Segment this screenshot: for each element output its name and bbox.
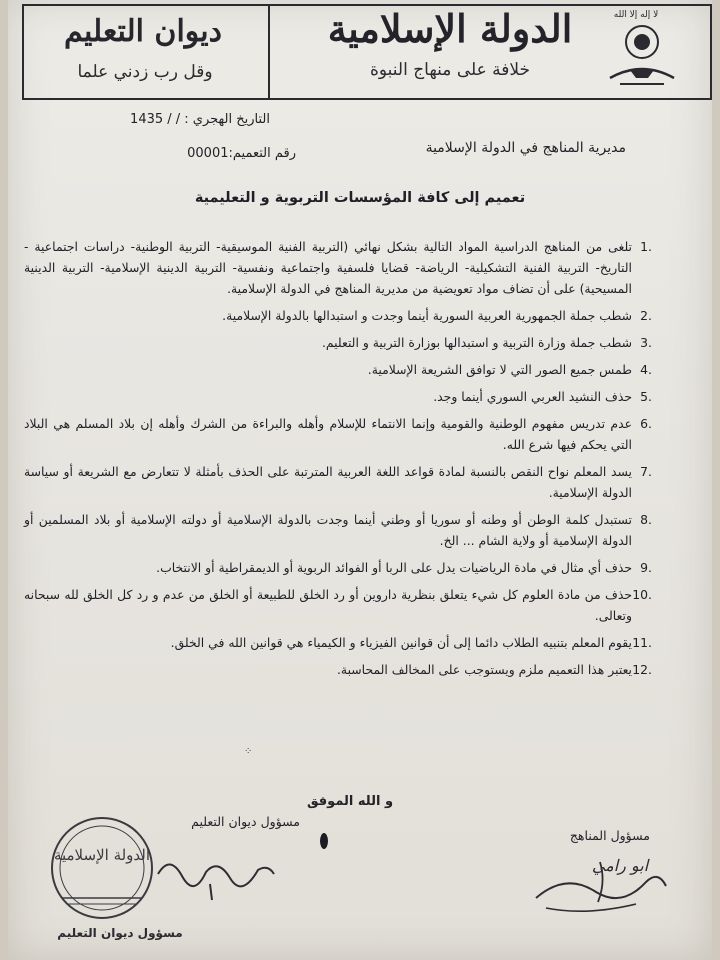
list-item — [24, 632, 652, 653]
list-item — [24, 557, 652, 578]
stamp-text: الدولة الإسلامية — [53, 846, 151, 864]
hijri-date: التاريخ الهجري : / / 1435 — [130, 112, 270, 127]
item-text: شطب جملة الجمهورية العربية السورية أينما وجدت و استبدالها بالدولة الإسلامية. — [222, 308, 632, 323]
item-text: يعتبر هذا التعميم ملزم ويستوجب على المخالف المحاسبة. — [336, 662, 632, 677]
item-number: 12. — [632, 662, 652, 677]
directorate-name: مديرية المناهج في الدولة الإسلامية — [425, 140, 626, 156]
directive-list — [24, 236, 652, 686]
item-text: حذف أي مثال في مادة الرياضيات يدل على الربا أو الفوائد الربوية أو الديمقراطية أو الانتخاب. — [156, 560, 632, 575]
item-text: حذف من مادة العلوم كل شيء يتعلق بنظرية داروين أو رد الخلق للطبيعة أو الخلق من عدم و رد كل الخلق لله سبحانه وتعالى. — [24, 587, 632, 623]
item-text: شطب جملة وزارة التربية و استبدالها بوزارة التربية و التعليم. — [321, 335, 632, 350]
curricula-official-label: مسؤول المناهج — [569, 828, 650, 843]
item-text: تستبدل كلمة الوطن أو وطنه أو سوريا أو وطني أينما وجدت بالدولة الإسلامية أو دولته الإسلامية أو بلاد المسلمين أو الدولة الإسلامية أو ولاية الشام ... الخ. — [24, 512, 632, 548]
diwan-verse: وقل رب زدني علما — [77, 62, 213, 82]
circular-subject: تعميم إلى كافة المؤسسات التربوية و التعليمية — [194, 190, 526, 206]
item-number: 9. — [640, 560, 652, 575]
list-item — [24, 509, 652, 551]
list-item — [24, 659, 652, 680]
list-item — [24, 236, 652, 299]
ink-mark: ⁘ — [244, 746, 253, 757]
item-text: طمس جميع الصور التي لا توافق الشريعة الإسلامية. — [367, 362, 632, 377]
item-text: حذف النشيد العربي السوري أينما وجد. — [433, 389, 632, 404]
diwan-official-label: مسؤول ديوان التعليم — [191, 814, 300, 829]
closing-phrase: و الله الموفق — [306, 794, 394, 809]
item-number: 8. — [640, 512, 652, 527]
list-item — [24, 332, 652, 353]
list-item — [24, 461, 652, 503]
item-number: 10. — [632, 587, 652, 602]
curricula-signature-icon — [526, 842, 676, 922]
item-number: 11. — [632, 635, 652, 650]
item-number: 4. — [640, 362, 652, 377]
list-item — [24, 305, 652, 326]
item-text: عدم تدريس مفهوم الوطنية والقومية وإنما الانتماء للإسلام وأهله والبراءة من الشرك وأهله إن بلاد المسلم هي البلاد التي يحكم فيها شرع الله. — [24, 416, 632, 452]
item-text: يقوم المعلم بتنبيه الطلاب دائما إلى أن قوانين الفيزياء و الكيمياء هي قوانين الله في الخلق. — [170, 635, 632, 650]
state-subtitle: خلافة على منهاج النبوة — [369, 60, 531, 80]
list-item — [24, 386, 652, 407]
circular-number: رقم التعميم:00001 — [187, 146, 296, 161]
state-title: الدولة الإسلامية — [327, 6, 573, 51]
item-number: 1. — [640, 239, 652, 254]
list-item — [24, 584, 652, 626]
item-number: 5. — [640, 389, 652, 404]
item-text: تلغى من المناهج الدراسية المواد التالية بشكل نهائي (التربية الفنية الموسيقية- التربية الوطنية- دراسات اجتماعية - التاريخ- التربية الفنية التشكيلية- الرياضة- قضايا فلسفية واجتماعية ونفسية- التربية الدينية الإسلامية- التربية الدينية المسيحية) على أن تضاف مواد تعويضية من مديرية المناهج في الدولة الإسلامية. — [24, 239, 632, 296]
curricula-official-name: ابو رامي — [591, 856, 649, 875]
ink-blot-icon — [318, 832, 330, 850]
emblem-text: لا إله إلا الله — [613, 10, 659, 20]
handwritten-signature-icon — [150, 844, 280, 904]
item-number: 2. — [640, 308, 652, 323]
item-number: 7. — [640, 464, 652, 479]
item-number: 3. — [640, 335, 652, 350]
stamp-caption: مسؤول ديوان التعليم — [57, 926, 183, 940]
list-item — [24, 359, 652, 380]
item-number: 6. — [640, 416, 652, 431]
item-text: يسد المعلم نواح النقص بالنسبة لمادة قواعد اللغة العربية المترتبة على الحذف بأمثلة لا تتعارض مع الشريعة أو سياسة الدولة الإسلامية. — [24, 464, 632, 500]
diwan-title: ديوان التعليم — [64, 14, 222, 49]
list-item — [24, 413, 652, 455]
